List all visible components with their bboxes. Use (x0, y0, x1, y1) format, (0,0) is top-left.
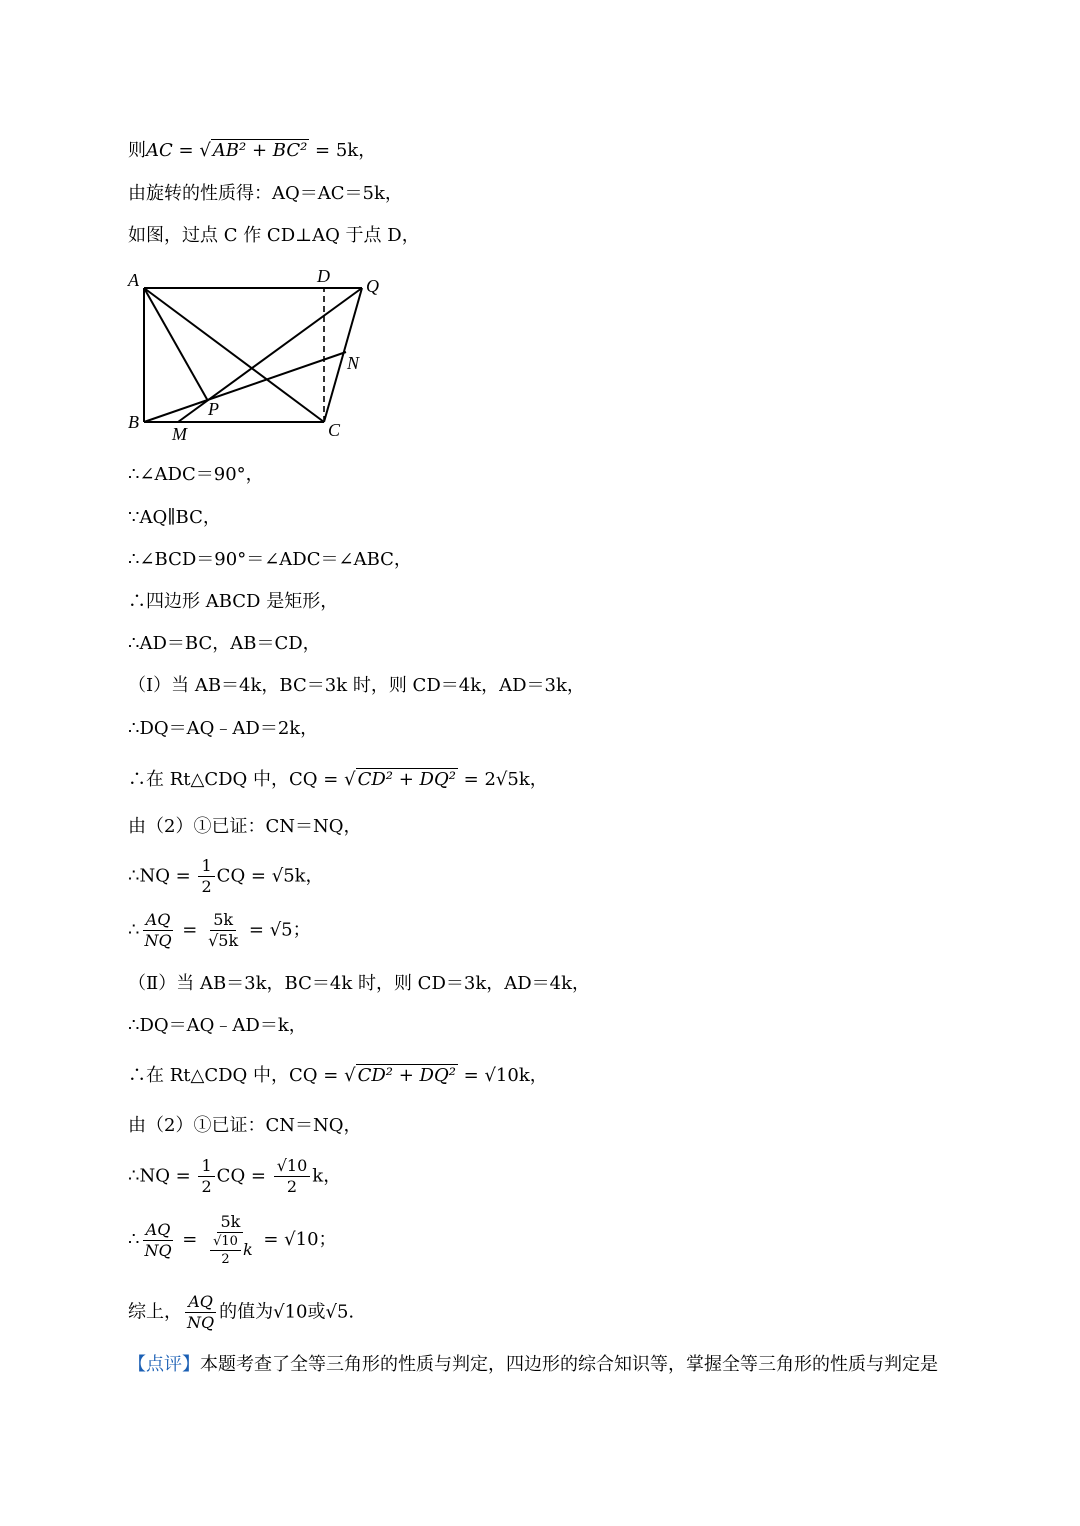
line-11-result: = 2√5k， (457, 769, 548, 790)
line-1 (128, 142, 376, 160)
line-4: ∴∠ADC＝90°， (128, 464, 264, 485)
line-1-result: = 5k， (309, 140, 377, 161)
line-19-num2: √10 (274, 1158, 311, 1177)
line-20-num2: 5k (217, 1214, 243, 1233)
line-20-subk: k (242, 1240, 253, 1259)
line-20-eq: = (176, 1229, 204, 1250)
line-19-fraction-1 (198, 1158, 214, 1195)
line-13-prefix: ∴NQ = (128, 865, 197, 887)
line-13-post: CQ = √5k， (216, 865, 324, 887)
line-21-num: AQ (185, 1294, 216, 1313)
line-21-den: NQ (187, 1313, 215, 1332)
line-11-radicand: CD² + DQ² (357, 769, 456, 790)
line-19-post: k， (312, 1165, 342, 1187)
line-20-subden: 2 (221, 1252, 230, 1267)
line-20-fraction-1 (141, 1219, 174, 1260)
line-6: ∴∠BCD＝90°＝∠ADC＝∠ABC， (128, 549, 412, 570)
line-7: ∴四边形 ABCD 是矩形， (128, 591, 339, 612)
line-1-eq: = (172, 140, 200, 161)
comment-text: 本题考查了全等三角形的性质与判定，四边形的综合知识等，掌握全等三角形的性质与判定是 (200, 1354, 938, 1375)
line-11 (128, 771, 548, 789)
label-P: P (208, 399, 219, 419)
line-11-sqrt: √ CD² + DQ² (344, 769, 456, 790)
line-20-fraction-2 (205, 1214, 256, 1266)
label-N: N (347, 353, 360, 373)
segment-AC (144, 288, 324, 422)
line-17 (128, 1067, 548, 1085)
line-21-post: 的值为√10或√5. (219, 1301, 355, 1323)
line-3: 如图，过点 C 作 CD⊥AQ 于点 D， (128, 225, 420, 246)
line-18: 由（2）①已证：CN＝NQ， (128, 1115, 362, 1136)
line-2: 由旋转的性质得：AQ＝AC＝5k， (128, 183, 403, 204)
line-8: ∴AD＝BC，AB＝CD， (128, 633, 321, 654)
line-14-den1: NQ (144, 931, 172, 950)
line-19-mid: CQ = (216, 1165, 272, 1187)
line-13-fraction (198, 858, 214, 895)
label-C: C (328, 420, 341, 440)
line-19-den2: 2 (286, 1177, 298, 1196)
line-17-result: = √10k， (457, 1065, 548, 1086)
line-16: ∴DQ＝AQ﹣AD＝k， (128, 1015, 307, 1036)
line-1-sqrt: √ AB² + BC² (199, 140, 308, 161)
line-14-fraction-1 (141, 912, 174, 949)
line-11-prefix: ∴在 Rt△CDQ 中，CQ = (128, 769, 345, 790)
line-13-num: 1 (198, 858, 214, 877)
line-20-subnum: √10 (210, 1235, 241, 1251)
line-17-prefix: ∴在 Rt△CDQ 中，CQ = (128, 1065, 345, 1086)
label-D: D (317, 266, 330, 286)
line-19 (128, 1158, 341, 1195)
line-17-sqrt: √ CD² + DQ² (344, 1065, 456, 1086)
line-17-radicand: CD² + DQ² (357, 1065, 456, 1086)
line-19-num: 1 (198, 1158, 214, 1177)
line-20-nested-fraction (210, 1235, 241, 1266)
line-21-prefix: 综上， (128, 1301, 182, 1323)
line-1-prefix: 则 (128, 140, 146, 161)
line-20 (128, 1214, 337, 1266)
line-5: ∵AQ∥BC， (128, 507, 221, 528)
label-M: M (172, 424, 187, 444)
line-19-den: 2 (201, 1177, 212, 1196)
line-20-den1: NQ (144, 1240, 172, 1260)
line-14 (128, 912, 311, 949)
line-21 (128, 1294, 354, 1331)
line-13-den: 2 (201, 877, 212, 896)
line-14-num2: 5k (210, 912, 236, 931)
line-14-den2: √5k (208, 931, 239, 950)
geometry-figure (120, 262, 390, 452)
line-20-den2 (205, 1233, 256, 1266)
line-14-eq: = (176, 919, 204, 941)
label-B: B (128, 412, 139, 432)
line-10: ∴DQ＝AQ﹣AD＝2k， (128, 718, 319, 739)
label-Q: Q (366, 276, 379, 296)
line-13 (128, 858, 324, 895)
line-14-fraction-2 (205, 912, 241, 949)
line-14-prefix: ∴ (128, 919, 140, 941)
line-14-result: = √5； (243, 919, 311, 941)
line-9: （Ⅰ）当 AB＝4k，BC＝3k 时，则 CD＝4k，AD＝3k， (128, 675, 585, 696)
line-22 (128, 1356, 938, 1374)
label-A: A (128, 270, 139, 290)
line-20-result: = √10； (257, 1229, 337, 1250)
line-20-num1: AQ (143, 1222, 174, 1241)
line-14-num1: AQ (143, 912, 174, 931)
line-19-prefix: ∴NQ = (128, 1165, 197, 1187)
line-21-fraction (184, 1294, 217, 1331)
line-1-ac: AC (146, 140, 173, 161)
comment-tag: 【点评】 (128, 1354, 200, 1375)
line-20-prefix: ∴ (128, 1229, 140, 1250)
line-19-fraction-2 (274, 1158, 311, 1195)
line-1-radicand: AB² + BC² (212, 140, 308, 161)
line-15: （Ⅱ）当 AB＝3k，BC＝4k 时，则 CD＝3k，AD＝4k， (128, 973, 591, 994)
line-12: 由（2）①已证：CN＝NQ， (128, 816, 362, 837)
segment-AP (144, 288, 208, 401)
